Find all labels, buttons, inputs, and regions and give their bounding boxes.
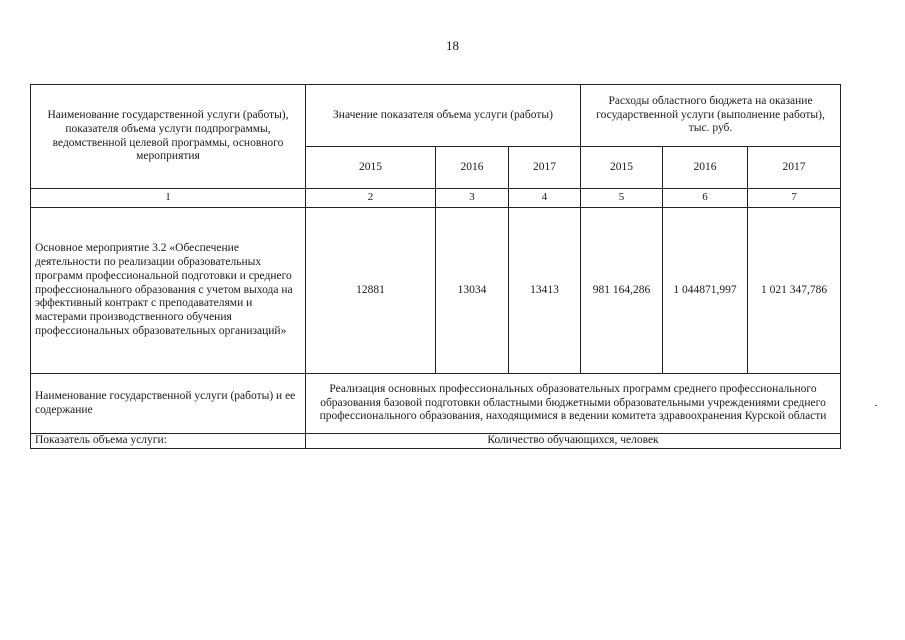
main-activity-name: Основное мероприятие 3.2 «Обеспечение деятельности по реализации образовательных программ профессиональной подготовки и среднего профессионального образования с учетом выхода на эффективный контракт с преподавателями и мастерами производственного обучения профессиональных образовательных организаций» — [31, 208, 306, 374]
page-number: 18 — [446, 38, 459, 53]
column-number: 3 — [436, 189, 509, 208]
scan-speck — [875, 405, 877, 406]
column-number: 1 — [31, 189, 306, 208]
header-year: 2017 — [748, 147, 841, 189]
expense-2017: 1 021 347,786 — [748, 208, 841, 374]
header-year: 2015 — [581, 147, 663, 189]
column-number: 5 — [581, 189, 663, 208]
indicator-content: Количество обучающихся, человек — [306, 434, 841, 449]
header-row-groups — [31, 85, 841, 147]
column-number: 7 — [748, 189, 841, 208]
header-value-group: Значение показателя объема услуги (работы) — [306, 85, 581, 147]
value-2015: 12881 — [306, 208, 436, 374]
budget-table — [30, 84, 841, 449]
service-content: Реализация основных профессиональных образовательных программ среднего профессионального образования базовой подготовки областными бюджетными образовательными учреждениями среднего профессионального образования, находящимися в ведении комитета здравоохранения Курской области — [306, 374, 841, 434]
expense-2015: 981 164,286 — [581, 208, 663, 374]
value-2016: 13034 — [436, 208, 509, 374]
header-year: 2016 — [663, 147, 748, 189]
column-number-row — [31, 189, 841, 208]
header-year: 2015 — [306, 147, 436, 189]
header-year: 2017 — [509, 147, 581, 189]
service-row — [31, 374, 841, 434]
header-year: 2016 — [436, 147, 509, 189]
service-label: Наименование государственной услуги (работы) и ее содержание — [31, 374, 306, 434]
indicator-label: Показатель объема услуги: — [31, 434, 306, 449]
header-name-column: Наименование государственной услуги (работы), показателя объема услуги подпрограммы, ведомственной целевой программы, основного мероприятия — [31, 85, 306, 189]
column-number: 6 — [663, 189, 748, 208]
value-2017: 13413 — [509, 208, 581, 374]
indicator-row — [31, 434, 841, 449]
column-number: 2 — [306, 189, 436, 208]
header-expense-group: Расходы областного бюджета на оказание государственной услуги (выполнение работы), тыс. руб. — [581, 85, 841, 147]
column-number: 4 — [509, 189, 581, 208]
expense-2016: 1 044871,997 — [663, 208, 748, 374]
main-activity-row — [31, 208, 841, 374]
